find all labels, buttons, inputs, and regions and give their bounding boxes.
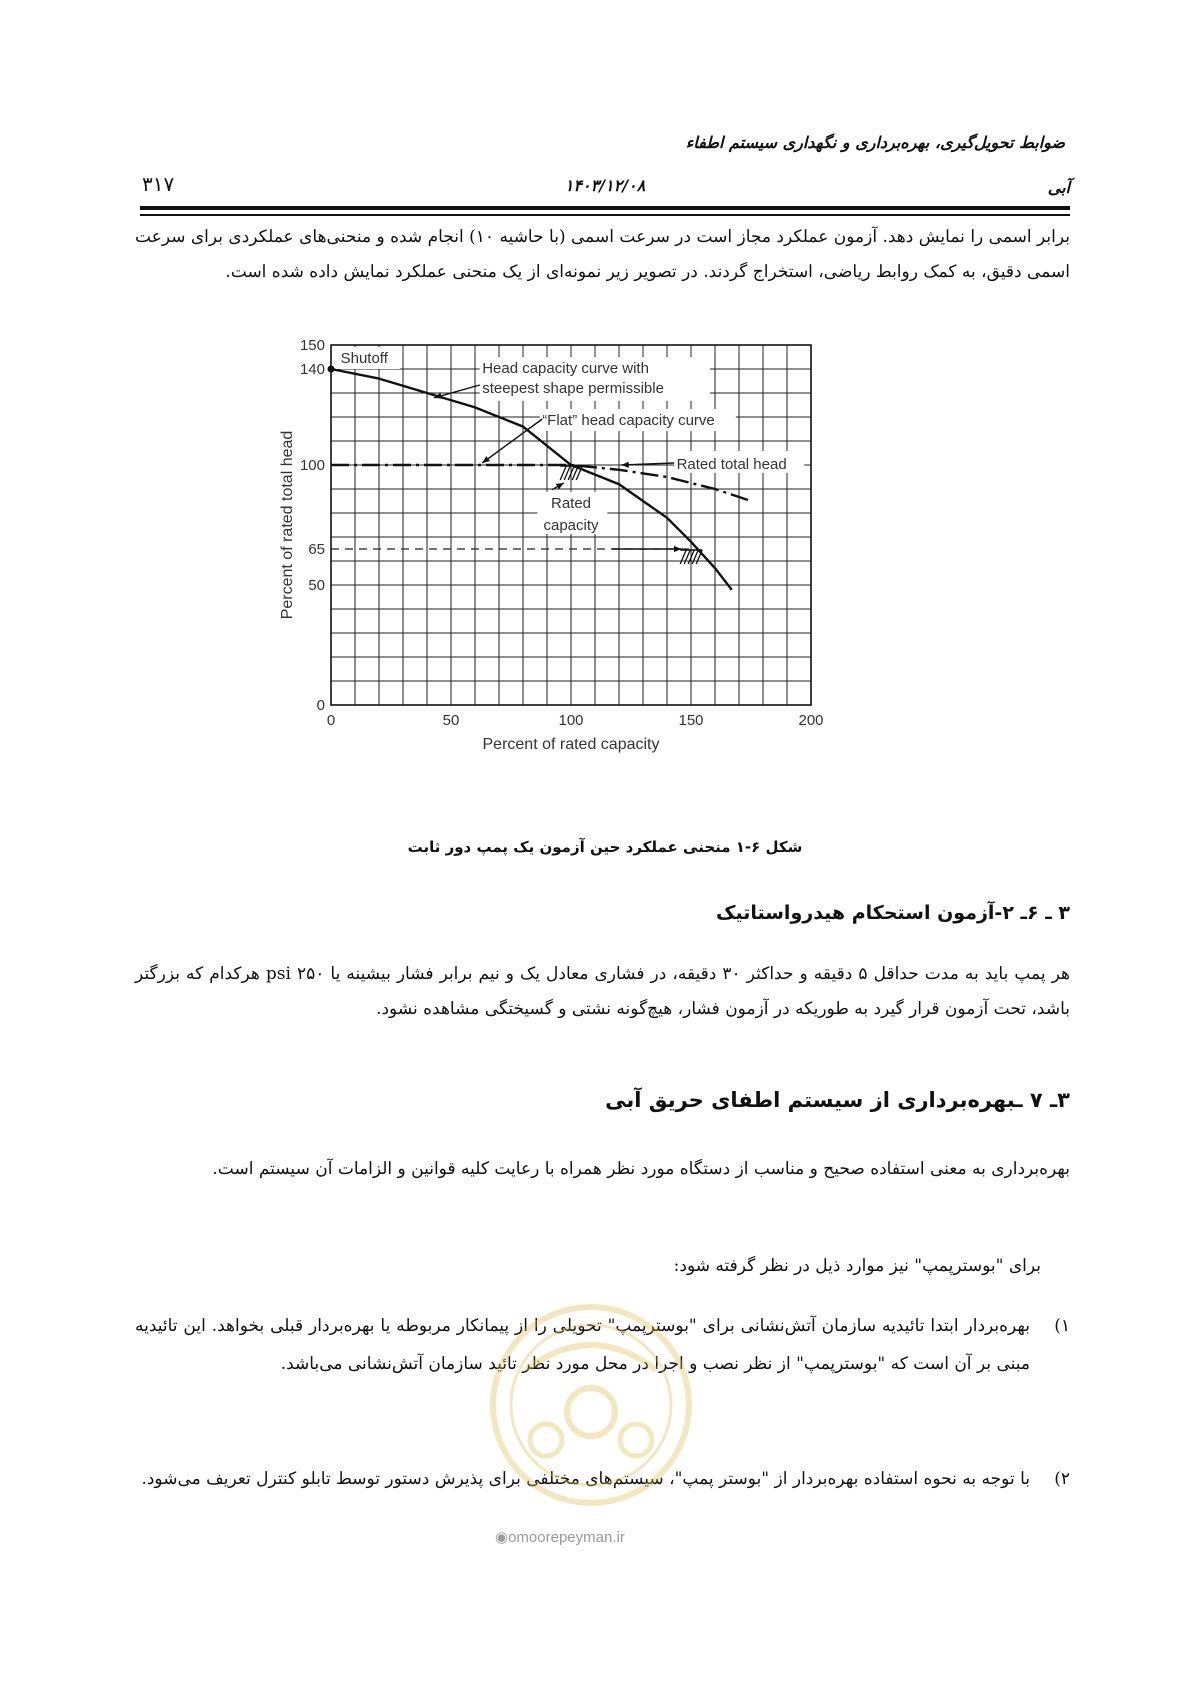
x-axis-label: Percent of rated capacity — [482, 736, 660, 753]
x-tick-label: 100 — [558, 712, 584, 729]
list-item-text: بهره‌بردار ابتدا تائیدیه سازمان آتش‌نشانی برای "بوسترپمپ" تحویلی را از پیمانکار مربوطه یا بهره‌بردار قبلی بخواهد. این تائیدیه مبنی بر آن است که "بوسترپمپ" از نظر نصب و اجرا در محل مورد نظر تائید سازمان آتش‌نشانی می‌باشد. — [135, 1316, 1030, 1374]
running-header-subtitle: آبی — [1047, 178, 1070, 197]
x-tick-label: 150 — [678, 712, 704, 729]
y-tick-label: 50 — [308, 577, 325, 594]
header-rule-thick — [140, 206, 1070, 210]
y-tick-label: 65 — [308, 541, 325, 558]
rated-capacity-label: capacity — [543, 516, 599, 534]
rated-head-label: Rated total head — [676, 456, 787, 473]
y-tick-label: 150 — [299, 337, 325, 354]
rated-capacity-arrow — [674, 546, 681, 552]
booster-lead: برای "بوسترپمپ" نیز موارد ذیل در نظر گرفته شود: — [673, 1256, 1041, 1276]
header-rule-thin — [140, 214, 1070, 216]
x-tick-label: 50 — [442, 712, 460, 729]
intro-paragraph: برابر اسمی را نمایش دهد. آزمون عملکرد مجاز است در سرعت اسمی (با حاشیه ۱۰) انجام شده و منحنی‌های عملکردی برای سرعت اسمی دقیق، به کمک روابط ریاضی، استخراج گردند. در تصویر زیر نمونه‌ای از یک منحنی عملکرد نمایش داده شده است. — [135, 227, 1070, 282]
flat-curve-arrow — [482, 456, 490, 463]
x-tick-label: 0 — [326, 712, 336, 729]
figure-caption: شکل ۶-۱ منحنی عملکرد حین آزمون یک پمپ دور ثابت — [407, 838, 803, 856]
hydrostatic-paragraph: هر پمپ باید به مدت حداقل ۵ دقیقه و حداکثر ۳۰ دقیقه، در فشاری معادل یک و نیم برابر فشار بیشینه یا ۲۵۰ psi هرکدام که بزرگتر باشد، تحت آزمون قرار گیرد به طوریکه در آزمون فشار، هیچ‌گونه نشتی و گسیختگی مشاهده نشود. — [135, 964, 1071, 1019]
page-number: ۳۱۷ — [142, 172, 175, 196]
running-header — [140, 172, 1070, 202]
shutoff-point — [328, 366, 335, 373]
globe-icon: ◉ — [495, 1529, 509, 1546]
y-tick-label: 140 — [299, 361, 325, 378]
watermark-seal — [486, 1300, 696, 1510]
section-heading-hydrostatic: ۳ ـ ۶ـ ۲-آزمون استحکام هیدرواستاتیک — [716, 902, 1070, 924]
y-axis-label: Percent of rated total head — [279, 430, 296, 620]
operation-paragraph: بهره‌برداری به معنی استفاده صحیح و مناسب از دستگاه مورد نظر همراه با رعایت کلیه قوانین و الزامات آن سیستم است. — [212, 1159, 1070, 1179]
list-item-text: با توجه به نحوه استفاده بهره‌بردار از "بوستر پمپ"، سیستم‌های مختلفی برای پذیرش دستور توسط تابلو کنترل تعریف می‌شود. — [141, 1469, 1030, 1489]
flat-curve-label: “Flat” head capacity curve — [542, 412, 715, 429]
watermark-caption: ◉omoorepeyman.ir — [495, 1529, 625, 1546]
x-tick-label: 200 — [798, 712, 824, 729]
steep-curve-label: steepest shape permissible — [482, 380, 664, 397]
shutoff-label: Shutoff — [340, 350, 388, 367]
rated-head-arrow — [621, 462, 628, 468]
performance-chart — [279, 337, 890, 810]
y-tick-label: 100 — [299, 457, 325, 474]
section-heading-operation: ۳ـ ۷ ـبهره‌برداری از سیستم اطفای حریق آبی — [605, 1088, 1070, 1112]
y-tick-label: 0 — [316, 697, 325, 714]
running-header-title: ضوابط تحویل‌گیری، بهره‌برداری و نگهداری سیستم اطفاء — [685, 133, 1065, 152]
header-date: ۱۴۰۳/۱۲/۰۸ — [564, 176, 646, 195]
list-item-number: ۲) — [1054, 1469, 1070, 1489]
steep-curve-label: Head capacity curve with — [482, 360, 649, 377]
list-item-number: ۱) — [1054, 1316, 1070, 1336]
rated-capacity-label: Rated — [550, 494, 592, 512]
